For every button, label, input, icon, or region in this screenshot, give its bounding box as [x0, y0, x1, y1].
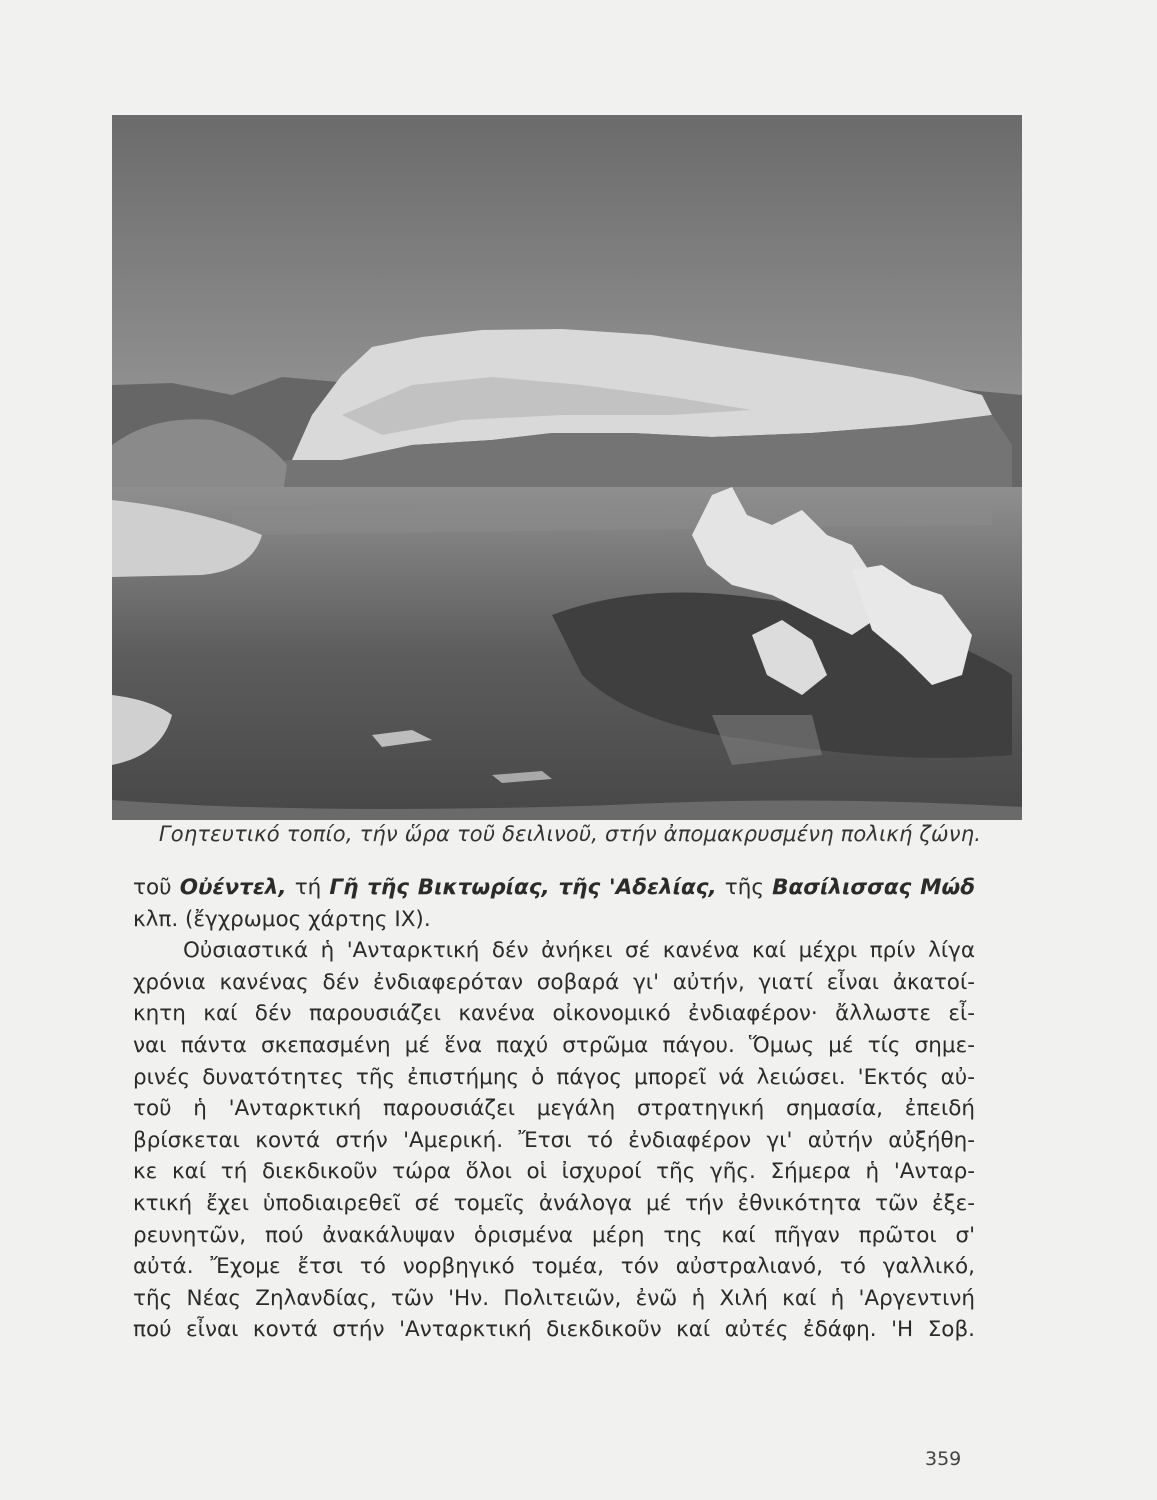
text-line: ρευνητῶν, πού ἀνακάλυψαν ὁρισμένα μέρη της καί πῆγαν πρῶτοι σ' — [133, 1222, 975, 1248]
page-number: 359 — [925, 1448, 962, 1470]
polar-landscape-photo — [112, 115, 1022, 820]
text-line: πού εἶναι κοντά στήν 'Ανταρκτική διεκδικοῦν καί αὐτές ἐδάφη. 'Η Σοβ. — [133, 1317, 975, 1343]
text-fragment: τοῦ — [133, 875, 180, 900]
text-line: ρινές δυνατότητες τῆς ἐπιστήμης ὁ πάγος μπορεῖ νά λειώσει. 'Εκτός αὐ- — [133, 1064, 975, 1090]
text-line: κτική ἔχει ὑποδιαιρεθεῖ σέ τομεῖς ἀνάλογα μέ τήν ἐθνικότητα τῶν ἐξε- — [133, 1190, 975, 1216]
text-line: χρόνια κανένας δέν ἐνδιαφερόταν σοβαρά γι' αὐτήν, γιατί εἶναι ἀκατοί- — [133, 969, 975, 995]
text-line: βρίσκεται κοντά στήν 'Αμερική. Ἔτσι τό ἐνδιαφέρον γι' αὐτήν αὐξήθη- — [133, 1127, 975, 1153]
place-name: Βασίλισσας Μώδ — [772, 875, 976, 900]
place-name: Γῆ τῆς Βικτωρίας, τῆς 'Αδελίας, — [329, 875, 717, 900]
text-line: κητη καί δέν παρουσιάζει κανένα οἰκονομικό ἐνδιαφέρον· ἄλλωστε εἶ- — [133, 1001, 975, 1027]
landscape-illustration — [112, 115, 1022, 820]
text-line — [133, 872, 975, 904]
text-fragment: τῆς — [716, 875, 773, 900]
text-fragment: τή — [286, 875, 330, 900]
text-line: αὐτά. Ἔχομε ἔτσι τό νορβηγικό τομέα, τόν αὐστραλιανό, τό γαλλικό, — [133, 1254, 975, 1280]
place-name: Οὐέντελ, — [179, 875, 287, 900]
text-line: ναι πάντα σκεπασμένη μέ ἕνα παχύ στρῶμα πάγου. Ὅμως μέ τίς σημε- — [133, 1032, 975, 1058]
text-line: τῆς Νέας Ζηλανδίας, τῶν 'Ην. Πολιτειῶν, ἐνῶ ἡ Χιλή καί ἡ 'Αργεντινή — [133, 1285, 975, 1311]
text-line: κλπ. (ἔγχρωμος χάρτης ΙΧ). — [133, 906, 431, 932]
figure-caption: Γοητευτικό τοπίο, τήν ὥρα τοῦ δειλινοῦ, στήν ἀπομακρυσμένη πολική ζώνη. — [158, 822, 982, 846]
text-line: τοῦ ἡ 'Ανταρκτική παρουσιάζει μεγάλη στρατηγική σημασία, ἐπειδή — [133, 1096, 975, 1122]
body-text — [133, 872, 975, 1346]
text-line: κε καί τή διεκδικοῦν τώρα ὅλοι οἱ ἰσχυροί τῆς γῆς. Σήμερα ἡ 'Ανταρ- — [133, 1159, 975, 1185]
text-line: Οὐσιαστικά ἡ 'Ανταρκτική δέν ἀνήκει σέ κανένα καί μέχρι πρίν λίγα — [183, 938, 975, 964]
